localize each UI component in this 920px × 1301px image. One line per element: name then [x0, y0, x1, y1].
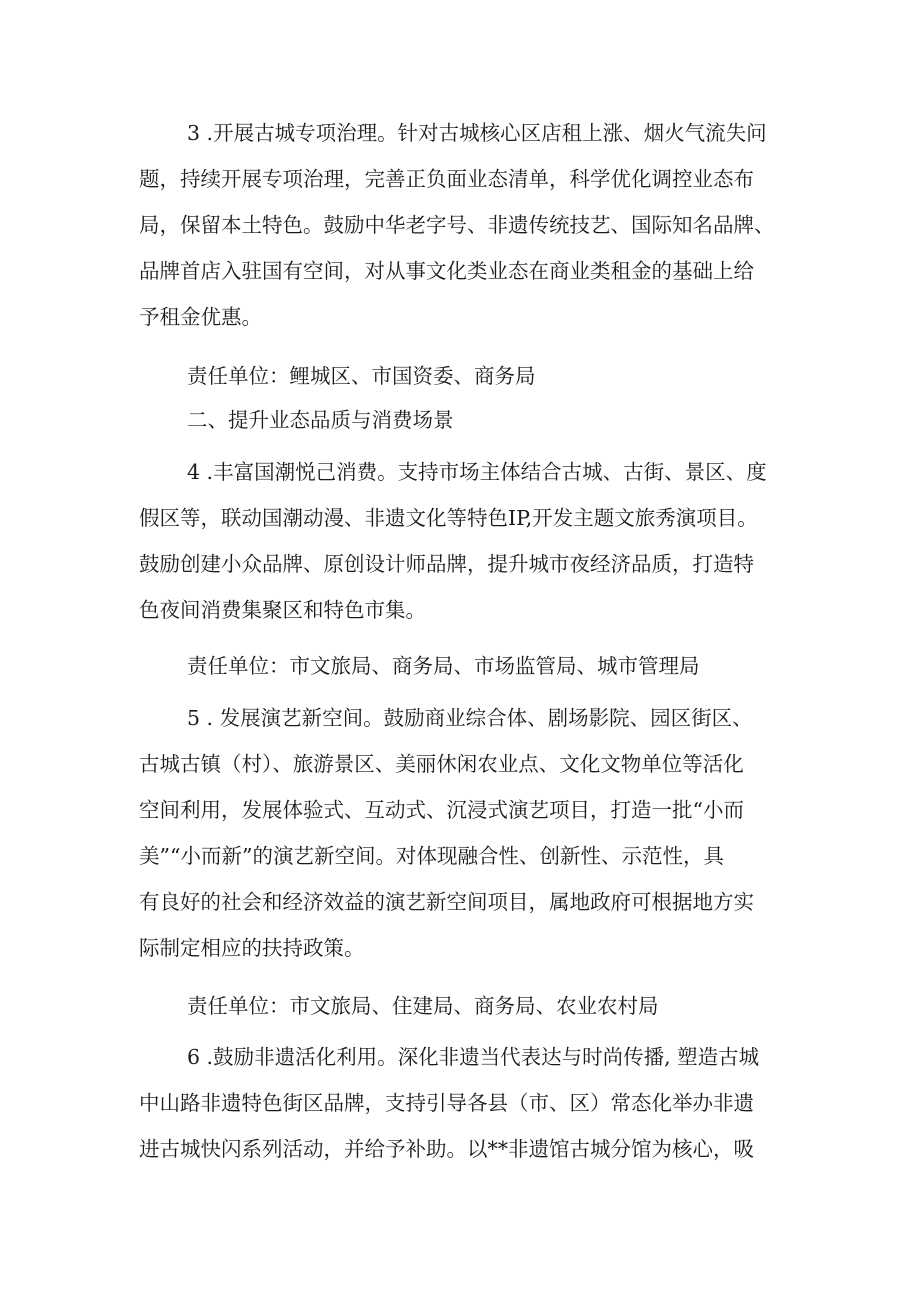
- item3-line-3: 局，保留本土特色。鼓励中华老字号、非遗传统技艺、国际知名品牌、: [139, 213, 775, 237]
- item3-line-4: 品牌首店入驻国有空间，对从事文化类业态在商业类租金的基础上给: [139, 259, 754, 283]
- item4-line-3: 鼓励创建小众品牌、原创设计师品牌，提升城市夜经济品质，打造特: [139, 552, 754, 576]
- item4-responsible: 责任单位：市文旅局、商务局、市场监管局、城市管理局: [187, 654, 700, 678]
- item5-line-3: 空间利用，发展体验式、互动式、沉浸式演艺项目，打造一批“小而: [139, 798, 744, 822]
- item5-line-6: 际制定相应的扶持政策。: [139, 936, 365, 960]
- item4-line-2: 假区等，联动国潮动漫、非遗文化等特色IP,开发主题文旅秀演项目。: [139, 506, 758, 530]
- item4-line-4: 色夜间消费集聚区和特色市集。: [139, 598, 426, 622]
- item6-line-2: 中山路非遗特色街区品牌，支持引导各县（市、区）常态化举办非遗: [139, 1091, 754, 1115]
- item5-responsible: 责任单位：市文旅局、住建局、商务局、农业农村局: [187, 994, 659, 1018]
- item5-line-1: 5 . 发展演艺新空间。鼓励商业综合体、剧场影院、园区街区、: [187, 706, 753, 730]
- item5-line-4: 美”“小而新”的演艺新空间。对体现融合性、创新性、示范性，具: [139, 844, 724, 868]
- item3-line-1: 3 .开展古城专项治理。针对古城核心区店租上涨、烟火气流失问: [187, 121, 767, 145]
- item3-line-2: 题，持续开展专项治理，完善正负面业态清单，科学优化调控业态布: [139, 167, 754, 191]
- item6-line-3: 进古城快闪系列活动，并给予补助。以**非遗馆古城分馆为核心，吸: [139, 1137, 754, 1161]
- item5-line-5: 有良好的社会和经济效益的演艺新空间项目，属地政府可根据地方实: [139, 890, 754, 914]
- item3-responsible: 责任单位：鲤城区、市国资委、商务局: [187, 364, 536, 388]
- item6-line-1: 6 .鼓励非遗活化利用。深化非遗当代表达与时尚传播, 塑造古城: [187, 1045, 760, 1069]
- item5-line-2: 古城古镇（村）、旅游景区、美丽休闲农业点、文化文物单位等活化: [139, 752, 744, 776]
- section2-heading: 二、提升业态品质与消费场景: [187, 408, 454, 432]
- item4-line-1: 4 .丰富国潮悦己消费。支持市场主体结合古城、古街、景区、度: [187, 460, 767, 484]
- item3-line-5: 予租金优惠。: [139, 305, 262, 329]
